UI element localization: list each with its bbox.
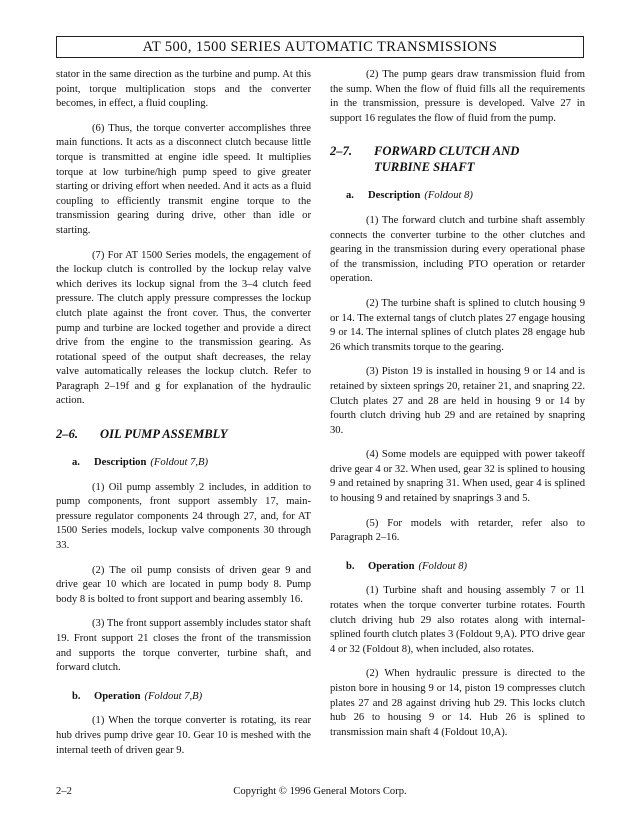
section-title-line-2: TURBINE SHAFT (374, 160, 475, 175)
page-number: 2–2 (56, 786, 72, 797)
left-column (56, 68, 311, 768)
subheading-letter: a. (72, 457, 80, 469)
subheading-description (56, 456, 311, 471)
subheading-letter: a. (346, 190, 354, 202)
paragraph-a1: (1) The forward clutch and turbine shaft assembly connects the converter turbine to the other clutches and gearing in the transmission during every operational phase of the transmission, including PTO operation or retarder operation. (330, 214, 585, 285)
paragraph-b1: (1) Turbine shaft and housing assembly 7 or 11 rotates when the torque converter turbine rotates. Fourth clutch driving hub 29 also rotates along with internal-splined fourth clutch plates 3 (Foldout 9,A). PTO drive gear 4 or 32 (Foldout 8), when included, also rotates. (330, 585, 585, 655)
paragraph-a2: (2) The oil pump consists of driven gear 9 and drive gear 10 which are located in pump body 8. Pump body 8 is bolted to front support and bearing assembly 16. (56, 564, 311, 605)
subheading-letter: b. (346, 560, 355, 572)
foldout-reference: (Foldout 7,B) (150, 457, 209, 469)
foldout-reference: (Foldout 8) (424, 190, 473, 202)
right-column (330, 68, 585, 750)
paragraph-a2: (2) The turbine shaft is splined to clutch housing 9 or 14. The external tangs of clutch plates 27 engage housing 9 or 14. The internal splines of clutch plates 28 engage hub 26 which transmits torque to the gearing. (330, 297, 585, 353)
subheading-description (330, 189, 585, 204)
section-number: 2–6. (56, 427, 79, 442)
subheading-title: Operation (94, 690, 141, 702)
section-title: OIL PUMP ASSEMBLY (100, 427, 228, 442)
subheading-title: Description (94, 457, 147, 469)
paragraph-7: (7) For AT 1500 Series models, the engagement of the lockup clutch is controlled by the lockup relay valve which derives its lockup signal from the 3–4 clutch feed pressure. The clutch apply pressure compresses the lockup clutch plate against the front cover. Thus, the converter pump and turbine are locked together and provide a direct drive from the engine to the transmission gearing. As rotational speed of the output shaft decreases, the relay valve automatically releases the lockup clutch. Refer to Paragraph 2–19f and g for explanation of the hydraulic action. (56, 249, 311, 407)
subheading-operation (330, 560, 585, 575)
subheading-title: Operation (368, 560, 415, 572)
paragraph-a3: (3) The front support assembly includes stator shaft 19. Front support 21 closes the front of the transmission and supports the torque converter, turbine shaft, and forward clutch. (56, 618, 311, 674)
paragraph-b1: (1) When the torque converter is rotating, its rear hub drives pump drive gear 10. Gear 10 is meshed with the internal teeth of driven gear 9. (56, 715, 311, 756)
subheading-title: Description (368, 190, 421, 202)
paragraph-a4: (4) Some models are equipped with power takeoff drive gear 4 or 32. When used, gear 32 is splined to housing 9 and retained by snapring 31. When used, gear 4 is splined to housing 9 and retained by snaprings 3 and 5. (330, 449, 585, 505)
section-number: 2–7. (330, 144, 353, 159)
paragraph-intro: stator in the same direction as the turbine and pump. At this point, torque multiplication stops and the converter becomes, in effect, a fluid coupling. (56, 69, 311, 110)
foldout-reference: (Foldout 8) (418, 560, 468, 572)
paragraph-a5: (5) For models with retarder, refer also to Paragraph 2–16. (330, 517, 585, 544)
foldout-reference: (Foldout 7,B) (144, 690, 203, 702)
paragraph-b2: (2) The pump gears draw transmission fluid from the sump. When the flow of fluid fills all the requirements in the transmission, pressure is developed. Valve 27 in support 16 regulates the flow of fluid from the pump. (330, 69, 585, 124)
section-title-line-1: FORWARD CLUTCH AND (374, 144, 520, 159)
subheading-operation (56, 690, 311, 705)
paragraph-a1: (1) Oil pump assembly 2 includes, in addition to pump components, front support assembly 17, main-pressure regulator components 24 through 27, and, for AT 1500 Series models, lockup valve components 30 through 33. (56, 481, 311, 552)
paragraph-a3: (3) Piston 19 is installed in housing 9 or 14 and is retained by sixteen springs 20, retainer 21, and snapring 22. Clutch plates 27 and 28 are held in housing 9 or 14 by fourth clutch driving hub 29 and are retained by snapring 30. (330, 366, 585, 436)
paragraph-6: (6) Thus, the torque converter accomplishes three main functions. It acts as a disconnect clutch because little torque is transmitted at engine idle speed. It multiplies torque at low turbine/high pump speed to give greater starting or driving effort when needed. And it acts as a fluid coupling to efficiently transmit engine torque to the transmission gearing during drive, other than idle or starting. (56, 122, 311, 236)
subheading-letter: b. (72, 690, 81, 702)
section-title (374, 143, 519, 175)
paragraph-b2-operation: (2) When hydraulic pressure is directed to the piston bore in housing 9 or 14, piston 19 compresses clutch plates 27 and 28 against driving hub 29. This locks clutch hub 26 to housing 9 or 14. Hub 26 is splined to transmission main shaft 4 (Foldout 10,A). (330, 668, 585, 738)
section-heading-2-7 (330, 143, 585, 175)
section-heading-2-6 (56, 426, 311, 442)
copyright-notice: Copyright © 1996 General Motors Corp. (233, 786, 407, 797)
running-header: AT 500, 1500 SERIES AUTOMATIC TRANSMISSIONS (56, 36, 584, 58)
